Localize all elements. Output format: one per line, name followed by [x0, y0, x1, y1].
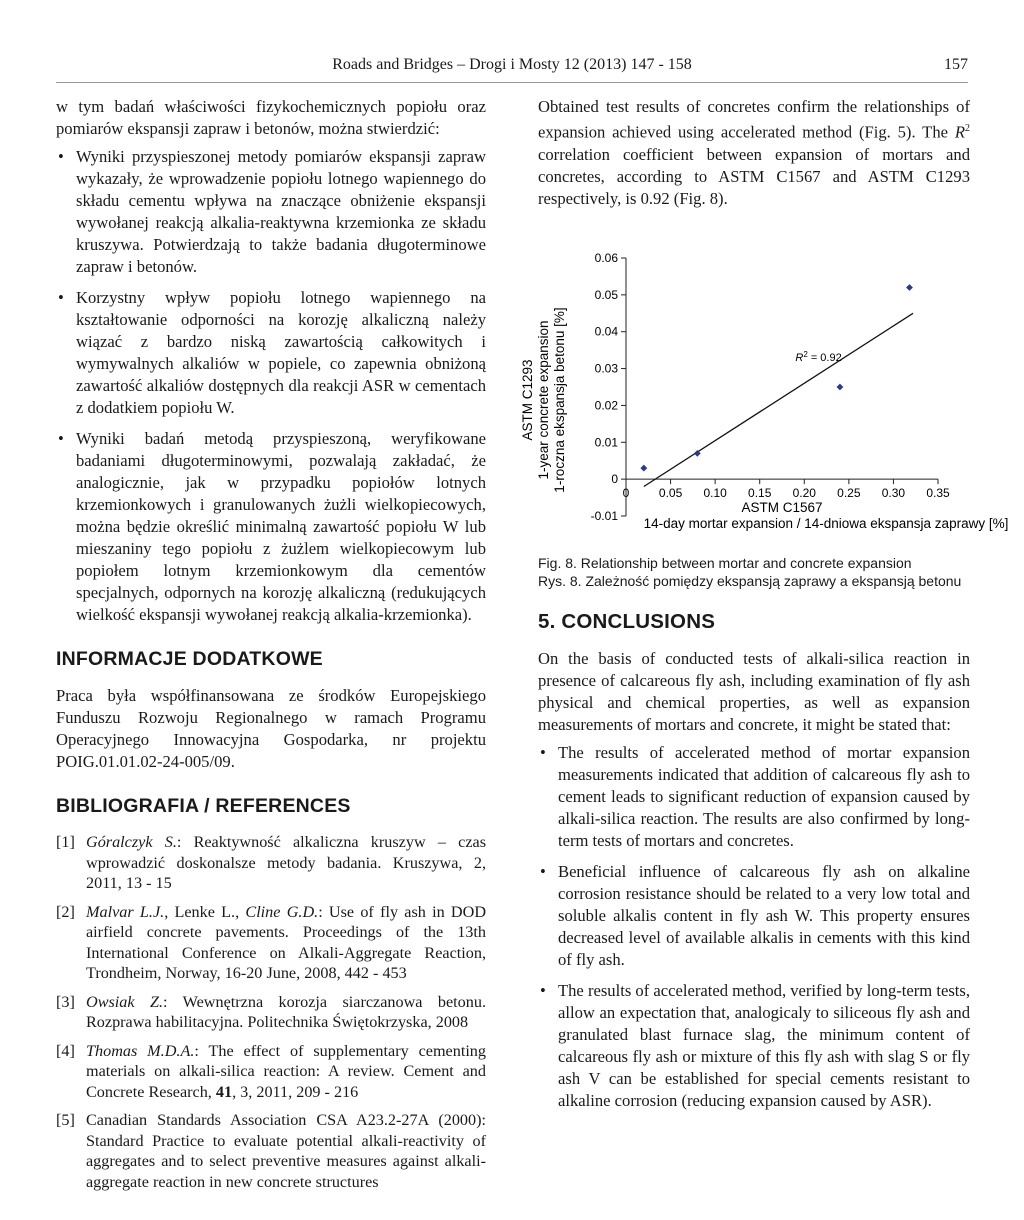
left-intro: w tym badań właściwości fizykochemicznych popiołu oraz pomiarów ekspansji zapraw i betonów, można stwierdzić:	[56, 97, 486, 138]
journal-title: Roads and Bridges – Drogi i Mosty 12 (2013) 147 - 158	[332, 56, 692, 73]
reference-item: [1] Góralczyk S.: Reaktywność alkaliczna kruszyw – czas wprowadzić doskonalsze metody badania. Kruszywa, 2, 2011, 13 - 15	[56, 833, 486, 892]
x-tick-label: 0.10	[703, 485, 727, 500]
bullet-icon: •	[540, 980, 546, 1000]
y-tick-label: -0.01	[590, 508, 618, 523]
running-header	[56, 56, 968, 83]
list-item: • Beneficial influence of calcareous fly ash on alkaline corrosion resistance should be related to a very low total and soluble alkalis content in fly ash W. This property ensures decreased level of available alkalis in cements with this kind of fly ash.	[540, 861, 970, 969]
trendline	[644, 313, 913, 486]
right-intro: Obtained test results of concretes confirm the relationships of expansion achieved using accelerated method (Fig. 5). The $R^2$ correlation coefficient between expansion of mortars and concretes, according to ASTM C1567 and ASTM C1293 respectively, is 0.92 (Fig. 8).	[538, 97, 970, 208]
list-item: • Wyniki przyspieszonej metody pomiarów ekspansji zapraw wykazały, że wprowadzenie popiołu lotnego wapiennego do składu cementu wpływa na znaczące obniżenie ekspansji wywołanej reakcją alkalia-reaktywna krzemionka ze składu kruszywa. Potwierdzają to także badania długoterminowe zapraw i betonów.	[58, 147, 486, 276]
bullet-icon: •	[58, 147, 64, 166]
left-column	[56, 96, 486, 1200]
r2-annotation: $R^2 = 0.92$	[795, 349, 842, 364]
list-item: • Wyniki badań metodą przyspieszoną, weryfikowane badaniami długoterminowymi, pozwalają zakładać, że analogicznie, jak w przypadku popiołów lotnych krzemionkowych i granulowanych żużli wielkopiecowych, można będzie określić minimalną zawartość popiołu W lub mieszaniny tego popiołu z żużlem wielkopiecowym lub popiołem lotnym krzemionkowym dla cementów specjalnych, odpornych na korozję alkaliczną (redukujących wielkość ekspansji wywołanej reakcją alkalia-krzemionka).	[58, 429, 486, 624]
x-tick-label: 0.15	[748, 485, 772, 500]
pl-conclusions-list	[56, 146, 486, 626]
x-tick-label: 0.35	[926, 485, 950, 500]
y-axis-title-line3: 1-roczna ekspansja betonu [%]	[552, 306, 567, 493]
bullet-icon: •	[540, 742, 546, 762]
reference-item: [3] Owsiak Z.: Wewnętrzna korozja siarczanowa betonu. Rozprawa habilitacyjna. Politechnika Świętokrzyska, 2008	[56, 992, 486, 1031]
reference-list	[56, 832, 486, 1192]
x-tick-label: 0.20	[792, 485, 816, 500]
bibliography-heading: BIBLIOGRAFIA / REFERENCES	[56, 795, 351, 817]
bullet-icon: •	[540, 861, 546, 881]
y-tick-label: 0.01	[594, 434, 618, 449]
bullet-icon: •	[58, 429, 64, 448]
data-point	[837, 383, 844, 390]
data-point	[906, 284, 913, 291]
figure-8	[520, 220, 1009, 550]
list-item: • The results of accelerated method, verified by long-term tests, allow an expectation that, analogicaly to siliceous fly ash and granulated blast furnace slag, the minimum content of calcareous fly ash or mixture of this fly ash with slag S or fly ash V can be established for special cements resistant to alkaline corrosion (reducing expansion caused by ASR).	[540, 980, 970, 1110]
reference-item: [5] Canadian Standards Association CSA A23.2-27A (2000): Standard Practice to evaluate potential alkali-reactivity of aggregates and to select preventive measures against alkali-aggregate reaction in new concrete structures	[56, 1111, 486, 1191]
conclusions-intro: On the basis of conducted tests of alkali-silica reaction in presence of calcareous fly ash, including examination of fly ash physical and chemical properties, as well as expansion measurements of mortars and concrete, it might be stated that:	[538, 648, 970, 734]
bullet-icon: •	[58, 288, 64, 307]
page-number: 157	[944, 56, 968, 73]
ref-author: Malvar L.J.	[86, 902, 165, 921]
right-column	[520, 96, 1009, 1121]
y-axis-title-line1: ASTM C1293	[520, 359, 535, 441]
x-tick-label: 0.25	[837, 485, 861, 500]
scatter-chart	[520, 220, 1009, 550]
figure-caption-en: Fig. 8. Relationship between mortar and concrete expansion	[538, 554, 912, 571]
ref-author: Owsiak Z.	[86, 992, 164, 1011]
conclusions-heading: 5. CONCLUSIONS	[538, 609, 716, 633]
reference-item: [4] Thomas M.D.A.: The effect of supplementary cementing materials on alkali-silica reaction: A review. Cement and Concrete Research, 41, 3, 2011, 209 - 216	[56, 1041, 486, 1101]
y-tick-label: 0.03	[594, 361, 618, 376]
list-item: • Korzystny wpływ popiołu lotnego wapiennego na kształtowanie odporności na korozję alkaliczną należy wiązać z bardzo niską zawartością całkowitych i wymywalnych alkaliów w popiele, co zapewnia obniżoną zawartość alkaliów dostępnych dla reakcji ASR w cementach z dodatkiem popiołu W.	[58, 288, 486, 417]
y-tick-label: 0	[611, 471, 618, 486]
x-axis-title-line1: ASTM C1567	[741, 499, 823, 515]
y-axis-title-line2: 1-year concrete expansion	[536, 319, 551, 480]
y-axis-title	[520, 307, 567, 492]
reference-item: [2] Malvar L.J., Lenke L., Cline G.D.: Use of fly ash in DOD airfield concrete pavements. Proceedings of the 13th International Conference on Alkali-Aggregate Reaction, Trondheim, Norway, 16-20 June, 2008, 442 - 453	[56, 902, 487, 982]
figure-caption-pl: Rys. 8. Zależność pomiędzy ekspansją zaprawy a ekspansją betonu	[538, 572, 962, 589]
info-text: Praca była współfinansowana ze środków Europejskiego Funduszu Rozwoju Regionalnego w ramach Programu Operacyjnego Innowacyjna Gospodarka, nr projektu POIG.01.01.02-24-005/09.	[56, 686, 486, 771]
y-tick-label: 0.04	[594, 324, 618, 339]
x-tick-label: 0.05	[658, 485, 683, 500]
conclusions-list	[538, 742, 970, 1112]
ref-author: Cline G.D.	[245, 902, 319, 921]
ref-author: Thomas M.D.A.	[86, 1041, 195, 1060]
ref-author: Góralczyk S.	[86, 833, 177, 851]
data-point	[640, 464, 647, 471]
info-heading: INFORMACJE DODATKOWE	[56, 648, 323, 670]
y-tick-label: 0.05	[594, 287, 618, 302]
list-item: • The results of accelerated method of mortar expansion measurements indicated that addition of calcareous fly ash to cement leads to significant reduction of expansion caused by alkali-silica reaction. The results are also confirmed by long-term tests of mortars and concretes.	[540, 742, 970, 850]
x-tick-label: 0	[622, 485, 630, 500]
x-tick-label: 0.30	[881, 485, 906, 500]
y-tick-label: 0.06	[594, 250, 618, 265]
x-axis-title-line2: 14-day mortar expansion / 14-dniowa ekspansja zaprawy [%]	[643, 515, 1009, 531]
y-tick-label: 0.02	[594, 397, 618, 412]
